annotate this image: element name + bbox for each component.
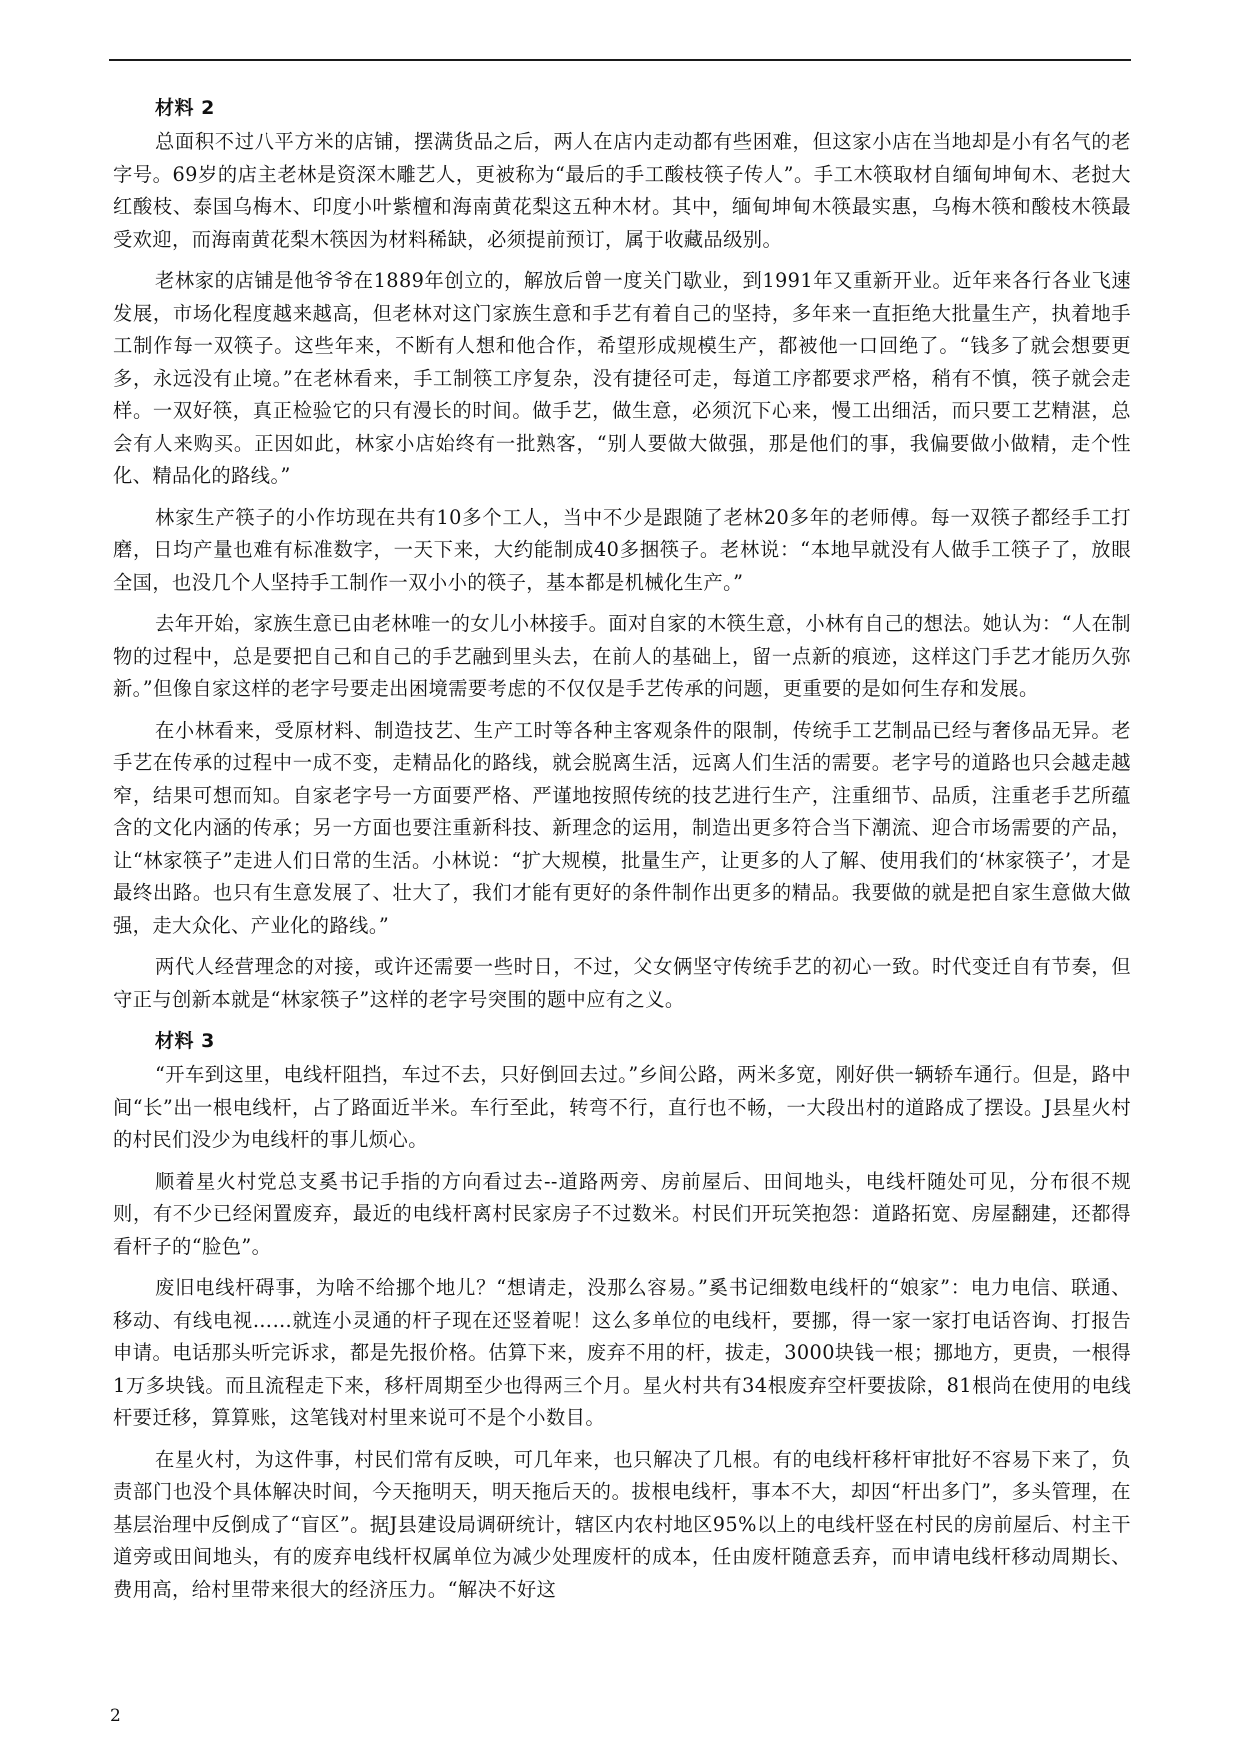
paragraph: 去年开始，家族生意已由老林唯一的女儿小林接手。面对自家的木筷生意，小林有自己的想法。她认为：“人在制物的过程中，总是要把自己和自己的手艺融到里头去，在前人的基础上，留一点新的痕迹，这样这门手艺才能历久弥新。”但像自家这样的老字号要走出困境需要考虑的不仅仅是手艺传承的问题，更重要的是如何生存和发展。 (113, 612, 1131, 700)
paragraph: 废旧电线杆碍事，为啥不给挪个地儿？“想请走，没那么容易。”奚书记细数电线杆的“娘家”：电力电信、联通、移动、有线电视……就连小灵通的杆子现在还竖着呢！这么多单位的电线杆，要挪，得一家一家打电话咨询、打报告申请。电话那头听完诉求，都是先报价格。估算下来，废弃不用的杆，拔走，3000块钱一根；挪地方，更贵，一根得1万多块钱。而且流程走下来，移杆周期至少也得两三个月。星火村共有34根废弃空杆要拔除，81根尚在使用的电线杆要迁移，算算账，这笔钱对村里来说可不是个小数目。 (113, 1276, 1131, 1429)
paragraph: 老林家的店铺是他爷爷在1889年创立的，解放后曾一度关门歇业，到1991年又重新开业。近年来各行各业飞速发展，市场化程度越来越高，但老林对这门家族生意和手艺有着自己的坚持，多年来一直拒绝大批量生产，执着地手工制作每一双筷子。这些年来，不断有人想和他合作，希望形成规模生产，都被他一口回绝了。“钱多了就会想要更多，永远没有止境。”在老林看来，手工制筷工序复杂，没有捷径可走，每道工序都要求严格，稍有不慎，筷子就会走样。一双好筷，真正检验它的只有漫长的时间。做手艺，做生意，必须沉下心来，慢工出细活，而只要工艺精湛，总会有人来购买。正因如此，林家小店始终有一批熟客，“别人要做大做强，那是他们的事，我偏要做小做精，走个性化、精品化的路线。” (113, 269, 1131, 487)
section-material-2 (113, 92, 1131, 1016)
section-heading: 材料 3 (155, 1030, 215, 1052)
paragraph: 两代人经营理念的对接，或许还需要一些时日，不过，父女俩坚守传统手艺的初心一致。时代变迁自有节奏，但守正与创新本就是“林家筷子”这样的老字号突围的题中应有之义。 (113, 955, 1131, 1011)
document-body (113, 92, 1131, 1615)
paragraph: “开车到这里，电线杆阻挡，车过不去，只好倒回去过。”乡间公路，两米多宽，刚好供一辆轿车通行。但是，路中间“长”出一根电线杆，占了路面近半米。车行至此，转弯不行，直行也不畅，一大段出村的道路成了摆设。J县星火村的村民们没少为电线杆的事儿烦心。 (113, 1063, 1131, 1151)
paragraph: 林家生产筷子的小作坊现在共有10多个工人，当中不少是跟随了老林20多年的老师傅。每一双筷子都经手工打磨，日均产量也难有标准数字，一天下来，大约能制成40多捆筷子。老林说：“本地早就没有人做手工筷子了，放眼全国，也没几个人坚持手工制作一双小小的筷子，基本都是机械化生产。” (113, 505, 1131, 594)
page-number: 2 (110, 1706, 121, 1726)
section-heading: 材料 2 (155, 97, 215, 119)
paragraph: 在小林看来，受原材料、制造技艺、生产工时等各种主客观条件的限制，传统手工艺制品已经与奢侈品无异。老手艺在传承的过程中一成不变，走精品化的路线，就会脱离生活，远离人们生活的需要。老字号的道路也只会越走越窄，结果可想而知。自家老字号一方面要严格、严谨地按照传统的技艺进行生产，注重细节、品质，注重老手艺所蕴含的文化内涵的传承；另一方面也要注重新科技、新理念的运用，制造出更多符合当下潮流、迎合市场需要的产品，让“林家筷子”走进人们日常的生活。小林说：“扩大规模，批量生产，让更多的人了解、使用我们的‘林家筷子’，才是最终出路。也只有生意发展了、壮大了，我们才能有更好的条件制作出更多的精品。我要做的就是把自家生意做大做强，走大众化、产业化的路线。” (113, 718, 1131, 937)
paragraph: 顺着星火村党总支奚书记手指的方向看过去--道路两旁、房前屋后、田间地头，电线杆随处可见，分布很不规则，有不少已经闲置废弃，最近的电线杆离村民家房子不过数米。村民们开玩笑抱怨：道路拓宽、房屋翻建，还都得看杆子的“脸色”。 (113, 1169, 1131, 1258)
paragraph: 在星火村，为这件事，村民们常有反映，可几年来，也只解决了几根。有的电线杆移杆审批好不容易下来了，负责部门也没个具体解决时间，今天拖明天，明天拖后天的。拔根电线杆，事本不大，却因“杆出多门”，多头管理，在基层治理中反倒成了“盲区”。据J县建设局调研统计，辖区内农村地区95%以上的电线杆竖在村民的房前屋后、村主干道旁或田间地头，有的废弃电线杆权属单位为减少处理废杆的成本，任由废杆随意丢弃，而申请电线杆移动周期长、费用高，给村里带来很大的经济压力。“解决不好这 (113, 1447, 1131, 1601)
paragraph: 总面积不过八平方米的店铺，摆满货品之后，两人在店内走动都有些困难，但这家小店在当地却是小有名气的老字号。69岁的店主老林是资深木雕艺人，更被称为“最后的手工酸枝筷子传人”。手工木筷取材自缅甸坤甸木、老挝大红酸枝、泰国乌梅木、印度小叶紫檀和海南黄花梨这五种木材。其中，缅甸坤甸木筷最实惠，乌梅木筷和酸枝木筷最受欢迎，而海南黄花梨木筷因为材料稀缺，必须提前预订，属于收藏品级别。 (113, 130, 1131, 251)
section-material-3 (113, 1025, 1131, 1606)
header-rule (109, 59, 1131, 61)
